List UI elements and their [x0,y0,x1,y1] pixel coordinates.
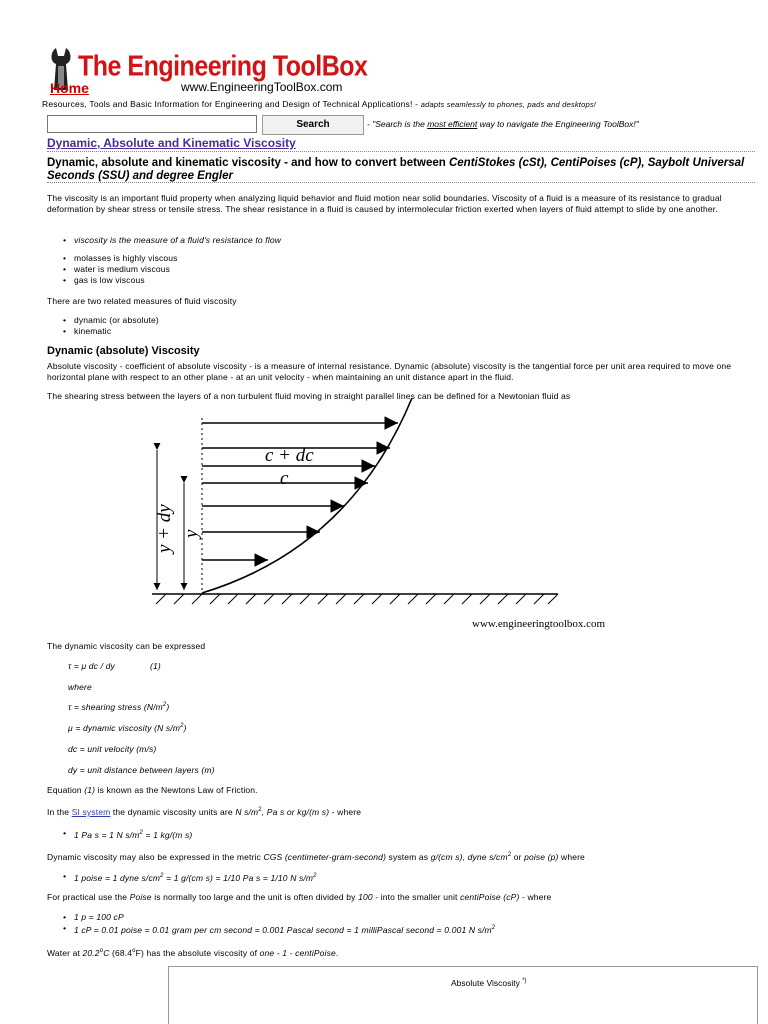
newton-law-text: Equation (1) is known as the Newtons Law of Friction. [47,785,258,795]
page-subtitle: Dynamic, absolute and kinematic viscosity - and how to convert between CentiStokes (cSt), CentiPoises (cP), Saybolt Universal Seconds (SSU) and degree Engler [47,157,745,182]
shear-flow-figure [150,398,630,634]
cgs-text: Dynamic viscosity may also be expressed in the metric CGS (centimeter-gram-second) system as g/(cm s), dyne $s/cm^2$ or poise (p) where [47,851,585,862]
shear-paragraph: The shearing stress between the layers of a non turbulent fluid moving in straight parallel lines can be defined for a Newtonian fluid as [47,391,571,401]
list-item: • 1 poise = 1 dyne $s/cm^2 = 1$ g/(cm s) = 1/10 Pa s = 1/10 N $s/m^2$ [61,871,661,884]
dynamic-paragraph: Absolute viscosity - coefficient of absolute viscosity - is a measure of internal resistance. Dynamic (absolute) viscosity is the tangential force per unit area required to move one horizontal plane with respect to an other plane - at an unit velocity - when maintaining an unit distance apart in the fluid. [47,361,732,382]
practical-text: For practical use the Poise is normally too large and the unit is often divided by 100 - into the smaller unit centiPoise (cP) - where [47,892,552,902]
intro-paragraph: The viscosity is an important fluid property when analyzing liquid behavior and fluid motion near solid boundaries. Viscosity of a fluid is a measure of its resistance to gradual deformation by shear stress or tensile stress. The shear resistance in a fluid is caused by intermolecular friction exerted when layers of fluid attempt to slide by one another. [47,193,722,214]
two-measures-text: There are two related measures of fluid viscosity [47,296,237,306]
label-c-plus-dc: c + dc [265,445,314,466]
home-link[interactable]: Home [50,80,89,96]
si-system-link[interactable]: SI system [71,806,111,817]
list-item: • kinematic [61,326,661,337]
list-item: • molasses is highly viscous [61,253,661,264]
si-list [61,828,661,841]
list-item: • 1 Pa s = 1 N $s/m^2 = 1$ kg/(m s) [61,828,661,841]
where-label: where [68,682,92,692]
expressed-text: The dynamic viscosity can be expressed [47,641,206,651]
list-item: • dynamic (or absolute) [61,315,661,326]
def-dy: dy = unit distance between layers (m) [68,765,215,775]
list-item: • viscosity is the measure of a fluid's resistance to flow [61,235,661,246]
list-item: • 1 cP = 0.01 poise = 0.01 gram per cm second = 0.001 Pascal second = 1 milliPascal second = 0.001 N $s/m^2$ [61,923,701,936]
cgs-list [61,871,661,884]
divider [47,151,755,152]
equation-number: (1) [150,661,161,671]
list-item: • 1 p = 100 cP [61,912,701,923]
equation-1: τ = μ dc / dy [68,661,115,671]
tagline: Resources, Tools and Basic Information for Engineering and Design of Technical Applications! - adapts seamlessly to phones, pads and desktops! [42,99,597,109]
water-text: Water at 20.2$^o$C (68.4$^o$F) has the absolute viscosity of one - 1 - centiPoise. [47,947,339,958]
search-button[interactable]: Search [262,115,364,135]
label-y: y [181,529,202,538]
figure-watermark: www.engineeringtoolbox.com [472,618,606,630]
label-c: c [280,468,289,489]
page-title[interactable]: Dynamic, Absolute and Kinematic Viscosity [47,136,296,150]
table-header-absolute-viscosity: Absolute Viscosity *) [451,978,527,988]
list-item: • water is medium viscous [61,264,661,275]
def-tau: τ = shearing stress $(N/m^2)$ [68,702,170,712]
examples-list [61,253,661,286]
search-hint: - "Search is the most efficient way to navigate the Engineering ToolBox!" [367,119,639,129]
list-item: • gas is low viscous [61,275,661,286]
def-mu: μ = dynamic viscosity (N $s/m^2$) [68,723,187,733]
divider [47,182,755,183]
definition-list [61,235,661,246]
site-url: www.EngineeringToolBox.com [181,80,343,94]
wall-hatching [156,594,558,604]
section-heading-dynamic: Dynamic (absolute) Viscosity [47,345,200,357]
brand-title: The Engineering ToolBox [78,50,368,83]
centipoise-list [61,912,701,936]
si-units-text: In the SI system the dynamic viscosity units are N $s/m^2$, Pa s or kg/(m s) - where [47,806,362,817]
search-input[interactable] [47,115,257,133]
velocity-profile-curve [202,398,412,593]
viscosity-table [168,966,758,1024]
measures-list [61,315,661,337]
label-y-plus-dy: y + dy [154,504,175,553]
def-dc: dc = unit velocity (m/s) [68,744,157,754]
